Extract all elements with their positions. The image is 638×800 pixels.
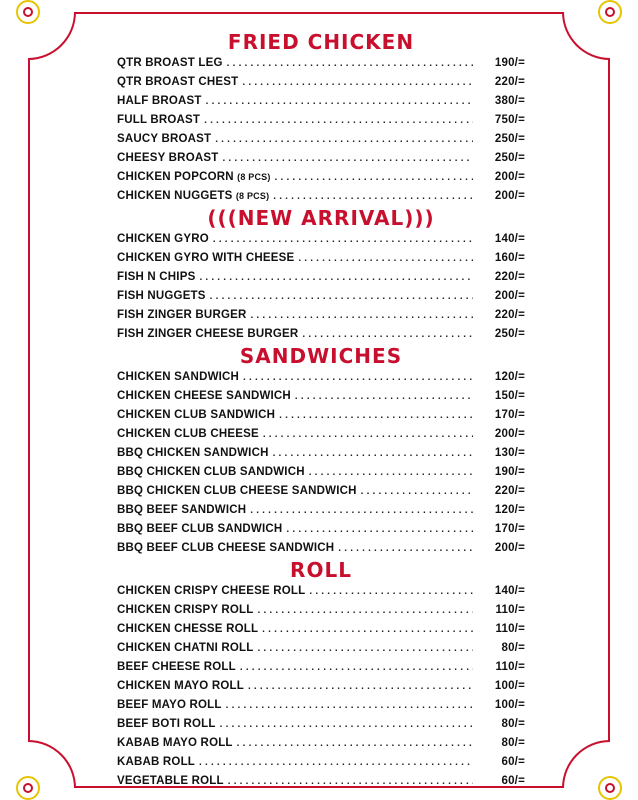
item-price: 140/= [494, 233, 525, 245]
item-price: 120/= [494, 371, 525, 383]
menu-item [117, 325, 525, 344]
menu-item [117, 696, 525, 715]
item-price: 250/= [494, 152, 525, 164]
menu-item [117, 734, 525, 753]
dot-leader [309, 582, 473, 601]
item-price: 250/= [494, 133, 525, 145]
item-name-text: CHICKEN GYRO WITH CHEESE [117, 252, 295, 264]
dot-leader [210, 287, 473, 306]
dot-leader [273, 444, 473, 463]
dot-leader [228, 772, 473, 791]
item-name-text: CHEESY BROAST [117, 152, 219, 164]
dot-leader [215, 130, 473, 149]
dot-leader [213, 230, 473, 249]
item-price: 110/= [495, 623, 525, 635]
item-price: 200/= [494, 190, 525, 202]
item-name-text: CHICKEN CHATNI ROLL [117, 642, 254, 654]
item-name [117, 734, 233, 753]
item-price: 80/= [501, 737, 525, 749]
menu-item [117, 406, 525, 425]
dot-leader [226, 696, 473, 715]
section-heading: ROLL [290, 558, 352, 582]
item-name [117, 582, 305, 601]
dot-leader [206, 92, 473, 111]
menu-item [117, 92, 525, 111]
item-name-text: BEEF CHEESE ROLL [117, 661, 236, 673]
dot-leader [279, 406, 473, 425]
item-name-text: CHICKEN POPCORN [117, 171, 234, 183]
dot-leader [250, 501, 473, 520]
item-price: 220/= [494, 309, 525, 321]
item-note: (8 PCS) [237, 172, 271, 182]
corner-circle-icon [598, 0, 622, 24]
item-name [117, 425, 259, 444]
item-name [117, 715, 216, 734]
item-name-text: FISH N CHIPS [117, 271, 196, 283]
item-name [117, 187, 269, 206]
item-name-text: CHICKEN CHESSE ROLL [117, 623, 259, 635]
item-price: 200/= [494, 428, 525, 440]
menu-item [117, 130, 525, 149]
item-name-text: BBQ BEEF CLUB SANDWICH [117, 523, 283, 535]
item-name-text: CHICKEN NUGGETS [117, 190, 233, 202]
dot-leader [240, 658, 473, 677]
item-name [117, 601, 254, 620]
item-price: 110/= [495, 661, 525, 673]
item-price: 190/= [494, 466, 525, 478]
menu-item [117, 73, 525, 92]
item-name-text: CHICKEN CLUB CHEESE [117, 428, 259, 440]
item-name-text: BBQ BEEF CLUB CHEESE SANDWICH [117, 542, 335, 554]
dot-leader [361, 482, 473, 501]
corner-circle-icon [598, 776, 622, 800]
item-name-text: CHICKEN CLUB SANDWICH [117, 409, 276, 421]
menu-item [117, 539, 525, 558]
menu-item [117, 249, 525, 268]
item-name-text: CHICKEN CHEESE SANDWICH [117, 390, 291, 402]
menu-item [117, 168, 525, 187]
item-name-text: VEGETABLE ROLL [117, 775, 224, 787]
item-name-text: QTR BROAST CHEST [117, 76, 239, 88]
dot-leader [298, 249, 473, 268]
item-name [117, 168, 271, 187]
menu-item [117, 677, 525, 696]
item-name-text: CHICKEN MAYO ROLL [117, 680, 244, 692]
item-name [117, 149, 218, 168]
item-name [117, 677, 244, 696]
item-price: 190/= [494, 57, 525, 69]
item-name-text: CHICKEN CRISPY CHEESE ROLL [117, 585, 306, 597]
item-name [117, 639, 253, 658]
menu-item [117, 463, 525, 482]
item-name [117, 482, 357, 501]
item-name [117, 368, 239, 387]
item-name [117, 325, 298, 344]
menu-item [117, 187, 525, 206]
item-name [117, 287, 206, 306]
item-name-text: CHICKEN GYRO [117, 233, 209, 245]
item-name-text: FISH ZINGER BURGER [117, 309, 247, 321]
menu-item [117, 149, 525, 168]
item-name [117, 501, 246, 520]
item-price: 80/= [501, 718, 525, 730]
menu-item [117, 658, 525, 677]
item-price: 130/= [494, 447, 525, 459]
item-price: 220/= [494, 271, 525, 283]
menu-item [117, 601, 525, 620]
item-price: 160/= [494, 252, 525, 264]
menu-item [117, 368, 525, 387]
item-price: 120/= [494, 504, 525, 516]
menu-item [117, 268, 525, 287]
menu-item [117, 582, 525, 601]
item-note: (8 PCS) [235, 191, 270, 201]
item-name-text: BEEF MAYO ROLL [117, 699, 222, 711]
menu-item [117, 715, 525, 734]
item-price: 170/= [494, 523, 525, 535]
item-name [117, 772, 224, 791]
dot-leader [199, 753, 473, 772]
item-price: 150/= [494, 390, 525, 402]
menu-item [117, 753, 525, 772]
item-name-text: BBQ BEEF SANDWICH [117, 504, 247, 516]
menu-item [117, 639, 525, 658]
item-name-text: BBQ CHICKEN CLUB SANDWICH [117, 466, 305, 478]
item-name [117, 406, 275, 425]
dot-leader [273, 187, 473, 206]
menu-item [117, 306, 525, 325]
item-name [117, 463, 305, 482]
dot-leader [199, 268, 473, 287]
menu-item [117, 482, 525, 501]
item-price: 60/= [501, 756, 525, 768]
item-name-text: FISH ZINGER CHEESE BURGER [117, 328, 299, 340]
item-price: 200/= [494, 542, 525, 554]
dot-leader [258, 601, 474, 620]
item-name [117, 444, 269, 463]
item-name [117, 696, 222, 715]
menu-section [117, 30, 525, 206]
item-name [117, 111, 200, 130]
menu-item [117, 54, 525, 73]
item-name [117, 268, 195, 287]
item-name [117, 92, 202, 111]
item-price: 170/= [494, 409, 525, 421]
dot-leader [242, 73, 473, 92]
item-price: 200/= [494, 171, 525, 183]
dot-leader [263, 425, 473, 444]
item-name-text: FISH NUGGETS [117, 290, 206, 302]
item-name-text: SAUCY BROAST [117, 133, 212, 145]
item-name-text: FULL BROAST [117, 114, 201, 126]
item-price: 140/= [494, 585, 525, 597]
item-name [117, 520, 282, 539]
item-price: 80/= [501, 642, 525, 654]
item-name-text: BBQ CHICKEN CLUB CHEESE SANDWICH [117, 485, 357, 497]
dot-leader [295, 387, 473, 406]
item-price: 220/= [494, 76, 525, 88]
dot-leader [309, 463, 473, 482]
menu-item [117, 111, 525, 130]
corner-circle-icon [16, 776, 40, 800]
item-name-text: BEEF BOTI ROLL [117, 718, 216, 730]
item-price: 100/= [494, 680, 525, 692]
dot-leader [222, 149, 473, 168]
item-name [117, 230, 209, 249]
menu-item [117, 230, 525, 249]
item-name-text: KABAB ROLL [117, 756, 196, 768]
item-name [117, 130, 211, 149]
item-name [117, 306, 246, 325]
item-name-text: HALF BROAST [117, 95, 202, 107]
item-price: 60/= [501, 775, 525, 787]
section-heading: SANDWICHES [239, 344, 403, 368]
item-price: 200/= [494, 290, 525, 302]
dot-leader [243, 368, 473, 387]
dot-leader [237, 734, 473, 753]
dot-leader [286, 520, 473, 539]
item-name-text: CHICKEN SANDWICH [117, 371, 240, 383]
item-price: 250/= [494, 328, 525, 340]
menu-item [117, 387, 525, 406]
dot-leader [302, 325, 473, 344]
dot-leader [338, 539, 473, 558]
item-name [117, 620, 258, 639]
menu-item [117, 425, 525, 444]
menu-item [117, 501, 525, 520]
menu-item [117, 444, 525, 463]
dot-leader [250, 306, 473, 325]
item-name [117, 54, 223, 73]
corner-circle-icon [16, 0, 40, 24]
item-price: 750/= [494, 114, 525, 126]
dot-leader [227, 54, 473, 73]
menu-item [117, 520, 525, 539]
menu-section [117, 344, 525, 558]
menu-item [117, 620, 525, 639]
dot-leader [220, 715, 473, 734]
menu-item [117, 772, 525, 791]
dot-leader [275, 168, 473, 187]
item-price: 380/= [494, 95, 525, 107]
item-name-text: KABAB MAYO ROLL [117, 737, 233, 749]
item-name [117, 387, 291, 406]
item-price: 220/= [494, 485, 525, 497]
dot-leader [248, 677, 473, 696]
section-heading: FRIED CHICKEN [227, 30, 415, 54]
item-name [117, 753, 195, 772]
menu-section [117, 206, 525, 344]
section-heading: (((NEW ARRIVAL))) [207, 206, 435, 230]
dot-leader [262, 620, 473, 639]
item-name-text: CHICKEN CRISPY ROLL [117, 604, 254, 616]
menu-list [117, 30, 525, 791]
item-name [117, 73, 238, 92]
item-name-text: BBQ CHICKEN SANDWICH [117, 447, 269, 459]
item-price: 100/= [494, 699, 525, 711]
item-name [117, 249, 294, 268]
item-name [117, 539, 334, 558]
dot-leader [257, 639, 473, 658]
item-name-text: QTR BROAST LEG [117, 57, 223, 69]
menu-item [117, 287, 525, 306]
item-name [117, 658, 236, 677]
menu-section [117, 558, 525, 791]
dot-leader [204, 111, 473, 130]
item-price: 110/= [495, 604, 525, 616]
